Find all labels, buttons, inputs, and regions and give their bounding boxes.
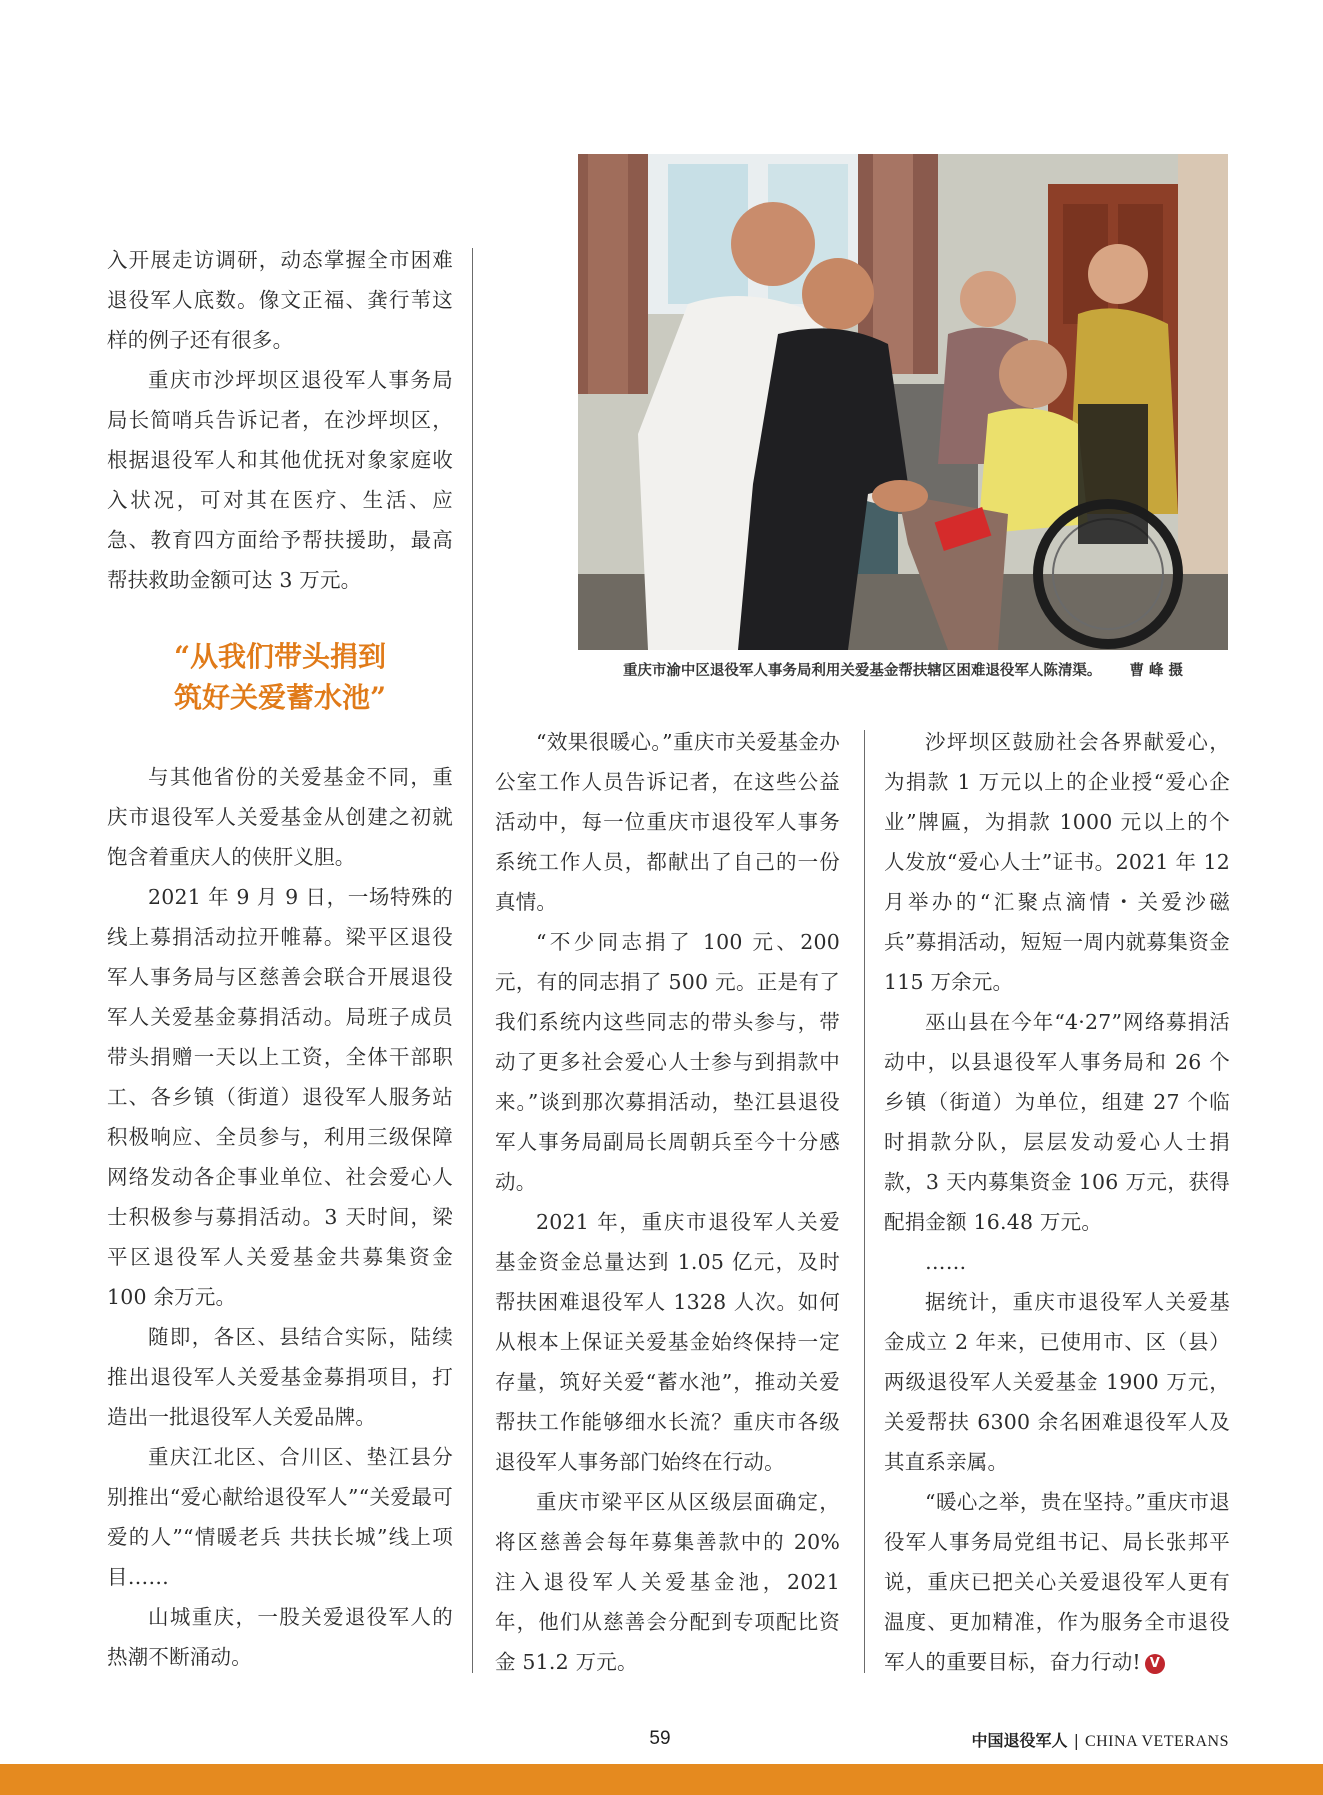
section-subheading [107, 636, 453, 718]
magazine-name-en: CHINA VETERANS [1084, 1733, 1229, 1750]
paragraph: “不少同志捐了 100 元、200 元，有的同志捐了 500 元。正是有了我们系统内这些同志的带头参与，带动了更多社会爱心人士参与到捐款中来。”谈到那次募捐活动，垫江县退役军人事务局副局长周朝兵至今十分感动。 [495, 930, 840, 1194]
magazine-brand [972, 1728, 1229, 1751]
paragraph: 随即，各区、县结合实际，陆续推出退役军人关爱基金募捐项目，打造出一批退役军人关爱品牌。 [107, 1325, 453, 1429]
brand-separator: | [1073, 1731, 1079, 1750]
subheading-line-1: “从我们带头捐到 [173, 640, 387, 673]
column-2 [495, 722, 840, 1682]
magazine-name-cn: 中国退役军人 [971, 1731, 1068, 1750]
paragraph: 重庆市梁平区从区级层面确定，将区慈善会每年募集善款中的 20% 注入退役军人关爱基金池，2021 年，他们从慈善会分配到专项配比资金 51.2 万元。 [495, 1490, 840, 1674]
column-1-top [107, 240, 453, 600]
footer-color-bar [0, 1764, 1323, 1795]
photo-credit: 曹 峰 摄 [1129, 662, 1184, 679]
paragraph: 与其他省份的关爱基金不同，重庆市退役军人关爱基金从创建之初就饱含着重庆人的侠肝义胆。 [107, 765, 453, 869]
paragraph: 2021 年 9 月 9 日，一场特殊的线上募捐活动拉开帷幕。梁平区退役军人事务局与区慈善会联合开展退役军人关爱基金募捐活动。局班子成员带头捐赠一天以上工资，全体干部职工、各乡镇（街道）退役军人服务站积极响应、全员参与，利用三级保障网络发动各企事业单位、社会爱心人士积极参与募捐活动。3 天时间，梁平区退役军人关爱基金共募集资金 100 余万元。 [107, 885, 453, 1309]
paragraph: “效果很暖心。”重庆市关爱基金办公室工作人员告诉记者，在这些公益活动中，每一位重庆市退役军人事务系统工作人员，都献出了自己的一份真情。 [495, 730, 840, 914]
photo-illustration [578, 154, 1228, 650]
article-photo [578, 154, 1228, 650]
page-number: 59 [649, 1728, 671, 1749]
end-mark-icon: V [1145, 1654, 1165, 1674]
paragraph: 山城重庆，一股关爱退役军人的热潮不断涌动。 [107, 1605, 453, 1669]
photo-caption [578, 660, 1228, 682]
paragraph-text: “暖心之举，贵在坚持。”重庆市退役军人事务局党组书记、局长张邦平说，重庆已把关心关爱退役军人更有温度、更加精准，作为服务全市退役军人的重要目标，奋力行动! [884, 1490, 1230, 1674]
caption-text: 重庆市渝中区退役军人事务局利用关爱基金帮扶辖区困难退役军人陈清渠。 [622, 662, 1102, 679]
subheading-line-2: 筑好关爱蓄水池” [173, 681, 387, 714]
paragraph: 沙坪坝区鼓励社会各界献爱心，为捐款 1 万元以上的企业授“爱心企业”牌匾，为捐款 1000 元以上的个人发放“爱心人士”证书。2021 年 12 月举办的“汇聚点滴情・关爱沙磁兵”募捐活动，短短一周内就募集资金 115 万余元。 [884, 730, 1230, 994]
column-3 [884, 722, 1230, 1682]
paragraph: 入开展走访调研，动态掌握全市困难退役军人底数。像文正福、龚行苇这样的例子还有很多。 [107, 248, 453, 352]
paragraph: 重庆江北区、合川区、垫江县分别推出“爱心献给退役军人”“关爱最可爱的人”“情暖老兵 共扶长城”线上项目…… [107, 1445, 453, 1589]
column-1-bottom [107, 757, 453, 1677]
paragraph: 2021 年，重庆市退役军人关爱基金资金总量达到 1.05 亿元，及时帮扶困难退役军人 1328 人次。如何从根本上保证关爱基金始终保持一定存量，筑好关爱“蓄水池”，推动关爱帮扶工作能够细水长流？重庆市各级退役军人事务部门始终在行动。 [495, 1210, 840, 1474]
paragraph: 巫山县在今年“4·27”网络募捐活动中，以县退役军人事务局和 26 个乡镇（街道）为单位，组建 27 个临时捐款分队，层层发动爱心人士捐款，3 天内募集资金 106 万元，获得配捐金额 16.48 万元。 [884, 1010, 1230, 1234]
paragraph: 重庆市沙坪坝区退役军人事务局局长简哨兵告诉记者，在沙坪坝区，根据退役军人和其他优抚对象家庭收入状况，可对其在医疗、生活、应急、教育四方面给予帮扶援助，最高帮扶救助金额可达 3 万元。 [107, 368, 453, 592]
paragraph: 据统计，重庆市退役军人关爱基金成立 2 年来，已使用市、区（县）两级退役军人关爱基金 1900 万元，关爱帮扶 6300 余名困难退役军人及其直系亲属。 [884, 1290, 1230, 1474]
paragraph: …… [925, 1250, 967, 1274]
paragraph [884, 1482, 1230, 1682]
column-divider [472, 248, 473, 1673]
column-divider [864, 730, 865, 1673]
